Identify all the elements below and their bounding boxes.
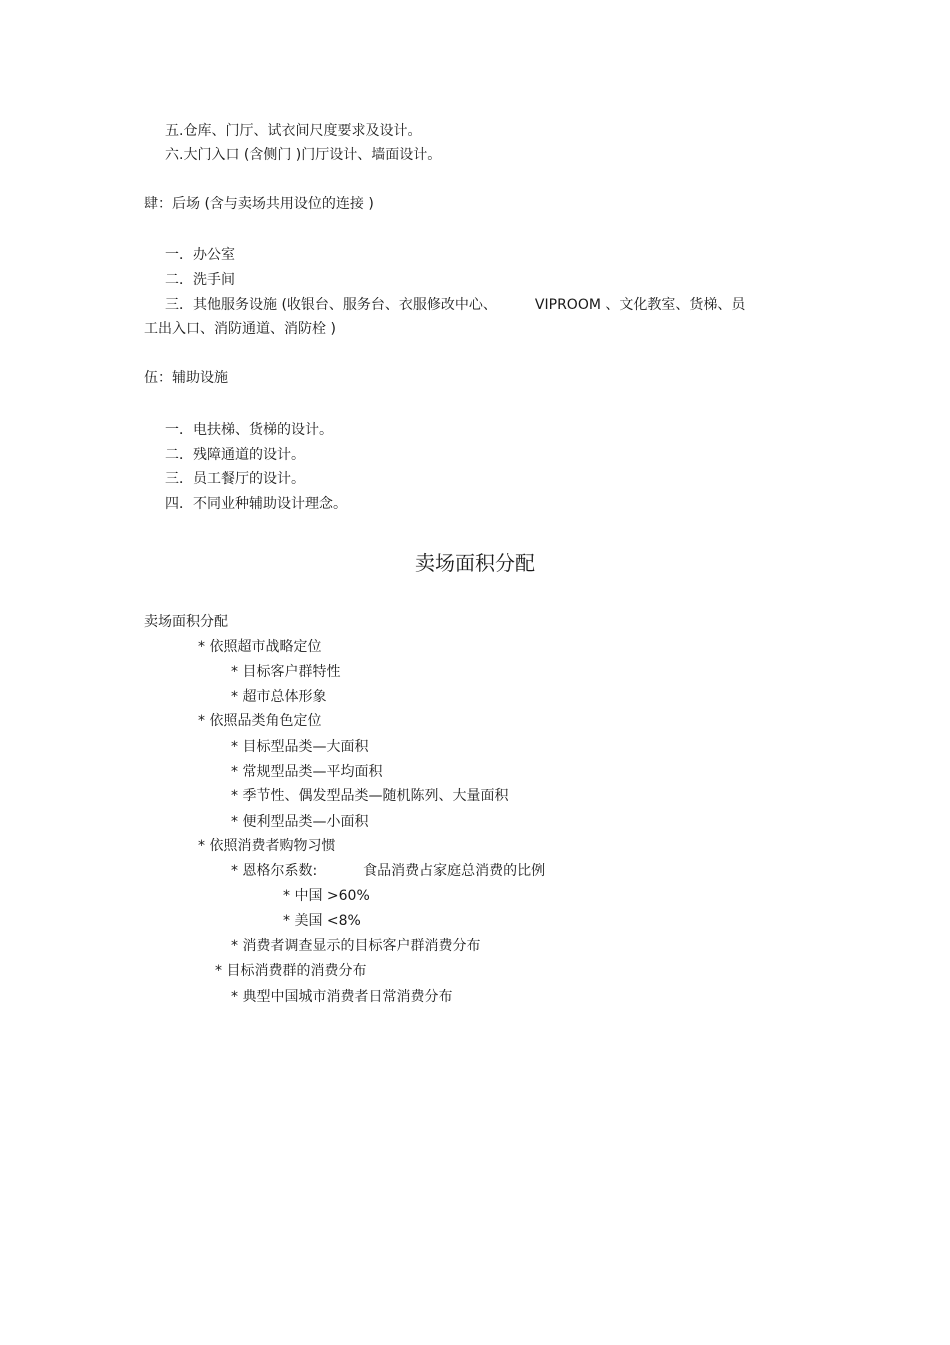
list-item: * 超市总体形象 xyxy=(231,689,327,705)
list-item: 二．洗手间 xyxy=(165,272,235,288)
list-item: 六.大门入口 (含侧门 )门厅设计、墙面设计。 xyxy=(165,147,442,163)
list-item: * 典型中国城市消费者日常消费分布 xyxy=(231,989,453,1005)
list-item-text: VIPROOM 、文化教室、货梯、员 xyxy=(534,297,746,313)
list-item: * 依照品类角色定位 xyxy=(198,713,322,729)
list-item: * 中国 >60% xyxy=(283,888,370,904)
list-item: 一．办公室 xyxy=(165,247,235,263)
list-item: * 常规型品类—平均面积 xyxy=(231,764,383,780)
list-item: 三．员工餐厅的设计。 xyxy=(165,471,305,487)
list-item: * 消费者调查显示的目标客户群消费分布 xyxy=(231,938,481,954)
list-item: 一．电扶梯、货梯的设计。 xyxy=(165,422,333,438)
list-item: * 美国 <8% xyxy=(283,913,361,929)
engel-label: * 恩格尔系数: xyxy=(231,863,318,879)
section-heading-aux: 伍：辅助设施 xyxy=(144,370,228,386)
list-item xyxy=(231,862,545,880)
list-item-continuation: 工出入口、消防通道、消防栓 ) xyxy=(144,321,336,337)
list-item: * 便利型品类—小面积 xyxy=(231,814,369,830)
list-item: * 依照消费者购物习惯 xyxy=(198,838,336,854)
list-item: * 依照超市战略定位 xyxy=(198,639,322,655)
list-item: 二．残障通道的设计。 xyxy=(165,447,305,463)
list-item: * 季节性、偶发型品类—随机陈列、大量面积 xyxy=(231,788,509,804)
page-title: 卖场面积分配 xyxy=(415,551,535,575)
section-intro: 卖场面积分配 xyxy=(144,614,228,630)
list-item xyxy=(165,296,745,314)
engel-value: 食品消费占家庭总消费的比例 xyxy=(363,863,546,879)
list-item: * 目标客户群特性 xyxy=(231,664,341,680)
list-item: 五.仓库、门厅、试衣间尺度要求及设计。 xyxy=(165,123,422,139)
section-heading-back: 肆：后场 (含与卖场共用设位的连接 ) xyxy=(144,196,374,212)
list-item: * 目标消费群的消费分布 xyxy=(215,963,367,979)
list-item: * 目标型品类—大面积 xyxy=(231,739,369,755)
list-item-text: 三．其他服务设施 (收银台、服务台、衣服修改中心、 xyxy=(165,297,497,313)
list-item: 四．不同业种辅助设计理念。 xyxy=(165,496,347,512)
